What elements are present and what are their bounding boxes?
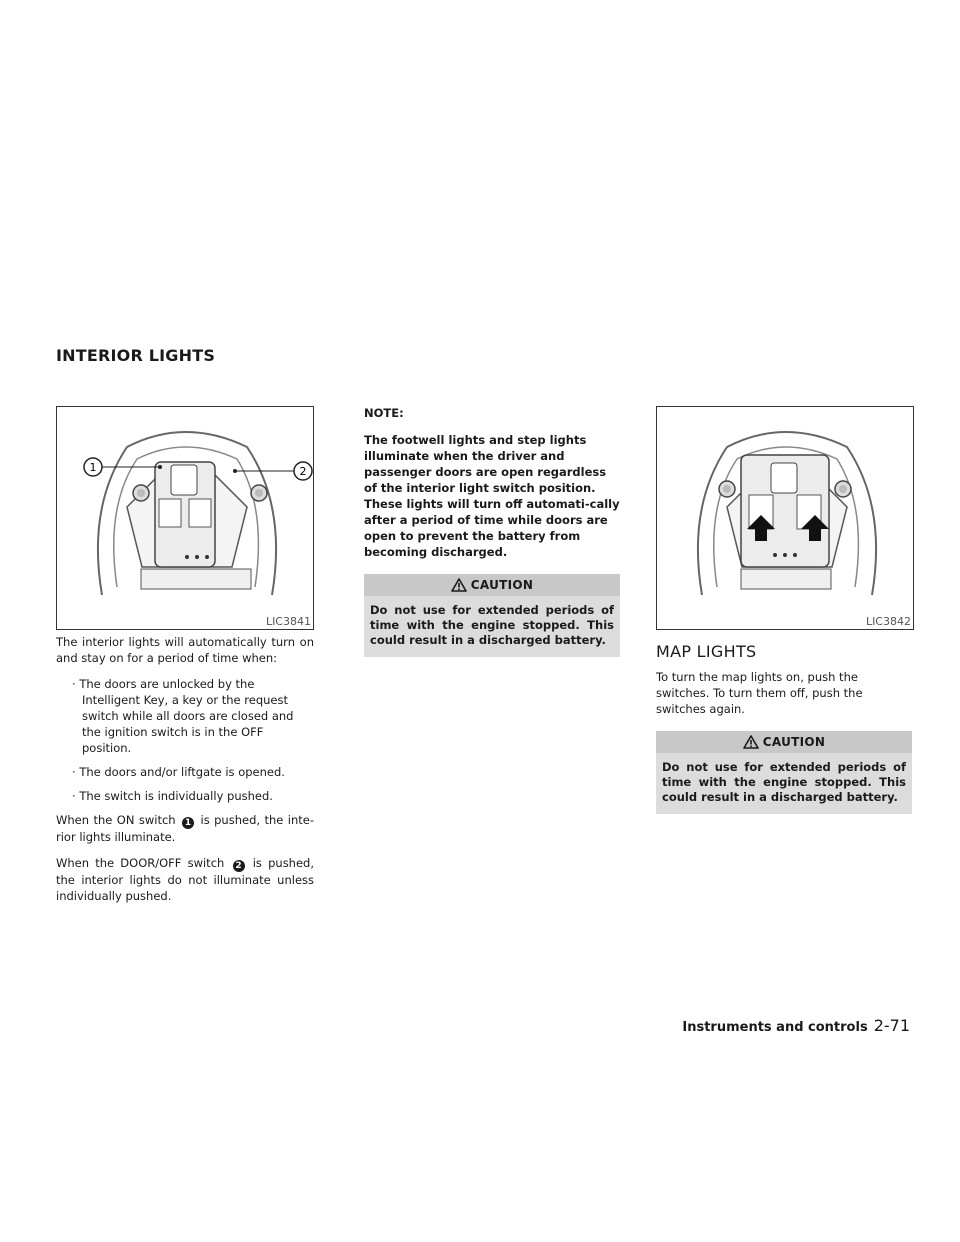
number-1-badge: 1 (182, 817, 194, 829)
overhead-console-illustration (57, 407, 313, 629)
figure-code: LIC3841 (265, 615, 311, 628)
callout-1: 1 (89, 461, 97, 474)
caution-label: CAUTION (762, 735, 826, 749)
on-switch-text-before: When the ON switch (56, 813, 176, 827)
door-switch-text-before: When the DOOR/OFF switch (56, 856, 225, 870)
caution-box (656, 731, 912, 814)
caution-box (364, 574, 620, 657)
column-left (56, 406, 314, 914)
page-number: 2-71 (873, 1016, 910, 1035)
figure-code: LIC3842 (865, 615, 911, 628)
warning-icon (451, 578, 467, 592)
figure-overhead-console-switches (56, 406, 314, 630)
map-lights-illustration (657, 407, 913, 629)
door-switch-text-after: is pushed, the interior lights do not illuminate unless individually pushed. (56, 856, 315, 903)
column-middle (364, 406, 622, 657)
note-body: The footwell lights and step lights illuminate when the driver and passenger doors are open regardless of the interior light switch position. These lights will turn off automati-cally after a period of time while doors are open to prevent the battery from becoming discharged. (364, 433, 620, 559)
column-right (656, 406, 914, 814)
number-2-badge: 2 (233, 860, 245, 872)
map-lights-heading: MAP LIGHTS (656, 642, 757, 661)
figure-map-light-switches (656, 406, 914, 630)
list-item: · The doors and/or liftgate is opened. (72, 764, 314, 780)
caution-text: Do not use for extended periods of time with the engine stopped. This could result in a discharged battery. (662, 760, 906, 804)
footer-chapter-title: Instruments and controls (682, 1020, 868, 1035)
on-switch-text-after: is pushed, the inte-rior lights illuminate. (56, 813, 315, 844)
page-footer (682, 1016, 910, 1035)
note-heading: NOTE: (364, 406, 404, 420)
door-switch-paragraph (56, 855, 314, 904)
list-item: · The switch is individually pushed. (72, 788, 314, 804)
caution-label: CAUTION (470, 578, 534, 592)
warning-icon (743, 735, 759, 749)
callout-2: 2 (299, 465, 307, 478)
intro-paragraph: The interior lights will automatically turn on and stay on for a period of time when: (56, 635, 314, 665)
caution-header (656, 731, 912, 753)
caution-header (364, 574, 620, 596)
conditions-list (56, 676, 314, 804)
on-switch-paragraph (56, 812, 314, 845)
section-title: INTERIOR LIGHTS (56, 346, 216, 365)
caution-text: Do not use for extended periods of time with the engine stopped. This could result in a discharged battery. (370, 603, 614, 647)
map-lights-paragraph: To turn the map lights on, push the switches. To turn them off, push the switches again. (656, 670, 863, 716)
list-item: · The doors are unlocked by the Intelligent Key, a key or the request switch while all doors are closed and the ignition switch is in the OFF position. (72, 676, 314, 756)
